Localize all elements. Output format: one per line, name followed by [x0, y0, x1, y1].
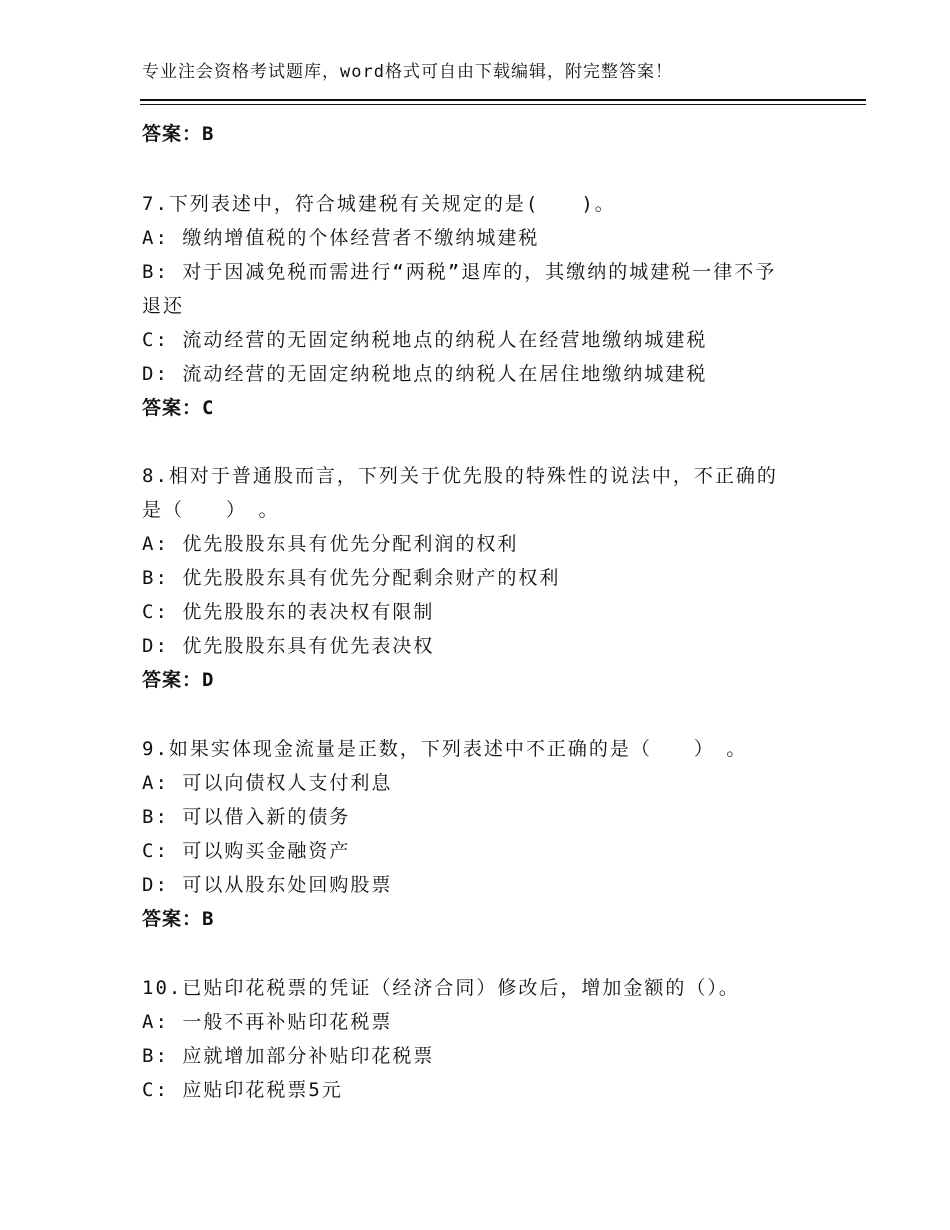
q10-stem: 10.已贴印花税票的凭证（经济合同）修改后，增加金额的（）。 — [142, 977, 740, 999]
q8-option-a: A: 优先股股东具有优先分配利润的权利 — [142, 533, 519, 555]
q7-answer: 答案：C — [142, 397, 215, 419]
q7-option-a: A: 缴纳增值税的个体经营者不缴纳城建税 — [142, 227, 540, 249]
q10-option-b: B: 应就增加部分补贴印花税票 — [142, 1045, 435, 1067]
q7-option-c: C: 流动经营的无固定纳税地点的纳税人在经营地缴纳城建税 — [142, 329, 708, 351]
q8-option-d: D: 优先股股东具有优先表决权 — [142, 635, 435, 657]
q10-option-a: A: 一般不再补贴印花税票 — [142, 1011, 393, 1033]
page-header: 专业注会资格考试题库，word格式可自由下载编辑，附完整答案！ — [142, 62, 673, 82]
q10-option-c: C: 应贴印花税票5元 — [142, 1079, 343, 1101]
q9-answer: 答案：B — [142, 908, 215, 930]
q8-option-b: B: 优先股股东具有优先分配剩余财产的权利 — [142, 567, 561, 589]
q9-option-b: B: 可以借入新的债务 — [142, 806, 351, 828]
answer-prev: 答案：B — [142, 123, 215, 145]
q9-option-c: C: 可以购买金融资产 — [142, 840, 351, 862]
q8-stem: 8.相对于普通股而言，下列关于优先股的特殊性的说法中，不正确的 — [142, 465, 778, 487]
q9-stem: 9.如果实体现金流量是正数，下列表述中不正确的是（ ） 。 — [142, 738, 748, 760]
q9-option-d: D: 可以从股东处回购股票 — [142, 874, 393, 896]
q8-option-c: C: 优先股股东的表决权有限制 — [142, 601, 435, 623]
header-rule-thin — [140, 104, 866, 105]
q9-option-a: A: 可以向债权人支付利息 — [142, 772, 393, 794]
q7-option-d: D: 流动经营的无固定纳税地点的纳税人在居住地缴纳城建税 — [142, 363, 708, 385]
q7-option-b-cont: 退还 — [142, 295, 185, 317]
q7-stem: 7.下列表述中，符合城建税有关规定的是( )。 — [142, 193, 616, 215]
q7-option-b: B: 对于因减免税而需进行“两税”退库的，其缴纳的城建税一律不予 — [142, 261, 777, 283]
q8-answer: 答案：D — [142, 669, 215, 691]
q8-stem-cont: 是（ ） 。 — [142, 499, 280, 521]
header-rule-thick — [140, 99, 866, 101]
